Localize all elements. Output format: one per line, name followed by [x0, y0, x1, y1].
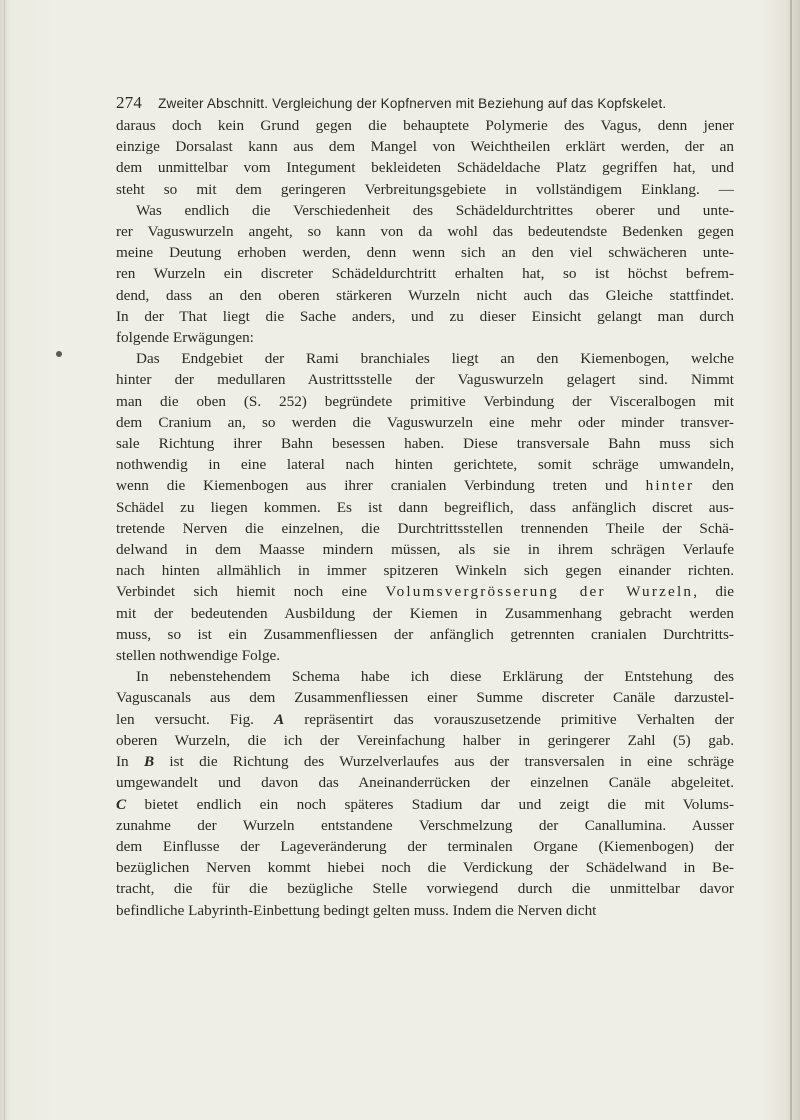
text-line: In nebenstehendem Schema habe ich diese Erklärung der Entstehung des — [136, 668, 734, 686]
figure-letter: C — [116, 795, 127, 813]
running-title: Zweiter Abschnitt. Vergleichung der Kopfnerven mit Beziehung auf das Kopfskelet. — [158, 96, 667, 111]
text-line: In der That liegt die Sache anders, und zu dieser Einsicht gelangt man durch — [116, 307, 734, 325]
text-line: Vaguscanals aus dem Zusammenfliessen einer Summe discreter Canäle darzustel- — [116, 689, 734, 707]
text-line: Schädel zu liegen kommen. Es ist dann begreiflich, dass anfänglich discret aus- — [116, 498, 734, 516]
figure-letter: A — [274, 710, 285, 728]
text-line: oberen Wurzeln, die ich der Vereinfachung halber in geringerer Zahl (5) gab. — [116, 731, 734, 749]
text-line: nach hinten allmählich in immer spitzeren Winkeln sich gegen einander richten. — [116, 562, 734, 580]
emphasis-spaced: hinter — [645, 477, 695, 495]
text-line: nothwendig in eine lateral nach hinten gerichtete, somit schräge umwandeln, — [116, 456, 734, 474]
emphasis-spaced: Volumsvergrösserung der Wurzeln — [385, 583, 694, 601]
margin-dot — [56, 351, 62, 357]
text-line: meine Deutung erhoben werden, denn wenn sich an den viel schwächeren unte- — [116, 244, 734, 262]
text-line: dem Cranium an, so werden die Vaguswurzeln eine mehr oder minder transver- — [116, 413, 734, 431]
text-line: len versucht. Fig. A repräsentirt das vorauszusetzende primitive Verhalten der — [116, 710, 735, 728]
text-line: Das Endgebiet der Rami branchiales liegt an den Kiemenbogen, welche — [136, 350, 734, 368]
page-edge-left — [4, 0, 5, 1120]
text-line: folgende Erwägungen: — [116, 329, 254, 347]
text-line: In B ist die Richtung des Wurzelverlaufes aus der transversalen in eine schräge — [116, 753, 735, 771]
figure-letter: B — [143, 753, 155, 771]
text-line: ren Wurzeln ein discreter Schädeldurchtritt erhalten hat, so ist höchst befrem- — [116, 265, 734, 283]
text-line: hinter der medullaren Austrittsstelle der Vaguswurzeln gelagert sind. Nimmt — [116, 371, 734, 389]
text-line: tretende Nerven die einzelnen, die Durchtrittsstellen trennenden Theile der Schä- — [116, 519, 734, 537]
text-line: dem unmittelbar vom Integument bekleideten Schädeldache Platz gegriffen hat, und — [116, 159, 734, 177]
text-line: stellen nothwendige Folge. — [116, 647, 281, 665]
text-line: einzige Dorsalast kann aus dem Mangel von Weichtheilen erklärt werden, der an — [116, 138, 734, 156]
body-text — [116, 115, 734, 921]
text-line: Was endlich die Verschiedenheit des Schädeldurchtrittes oberer und unte- — [136, 201, 734, 219]
text-line: Verbindet sich hiemit noch eine Volumsvergrösserung der Wurzeln, die — [116, 583, 734, 601]
text-line: sale Richtung ihrer Bahn besessen haben. Diese transversale Bahn muss sich — [116, 435, 734, 453]
text-line: muss, so ist ein Zusammenfliessen der anfänglich getrennten cranialen Durchtritts- — [116, 625, 734, 643]
page-edge-right — [790, 0, 792, 1120]
text-line: steht so mit dem geringeren Verbreitungsgebiete in vollständigem Einklang. — — [116, 180, 734, 198]
text-line: tracht, die für die bezügliche Stelle vorwiegend durch die unmittelbar davor — [116, 880, 734, 898]
text-line: wenn die Kiemenbogen aus ihrer cranialen Verbindung treten und hinter den — [116, 477, 734, 495]
running-header — [116, 93, 716, 113]
text-line: umgewandelt und davon das Aneinanderrücken der einzelnen Canäle abgeleitet. — [116, 774, 734, 792]
text-line: man die oben (S. 252) begründete primitive Verbindung der Visceralbogen mit — [116, 392, 734, 410]
text-line: daraus doch kein Grund gegen die behauptete Polymerie des Vagus, denn jener — [116, 117, 734, 134]
text-line: zunahme der Wurzeln entstandene Verschmelzung der Canallumina. Ausser — [116, 816, 734, 834]
text-line: mit der bedeutenden Ausbildung der Kiemen in Zusammenhang gebracht werden — [116, 604, 734, 622]
text-line: delwand in dem Maasse mindern müssen, als sie in ihrem schrägen Verlaufe — [116, 541, 734, 559]
text-line: dem Einflusse der Lageveränderung der terminalen Organe (Kiemenbogen) der — [116, 837, 734, 855]
page-number: 274 — [116, 93, 143, 112]
text-line: dend, dass an den oberen stärkeren Wurzeln nicht auch das Gleiche stattfindet. — [116, 286, 734, 304]
text-line: bezüglichen Nerven kommt hiebei noch die Verdickung der Schädelwand in Be- — [116, 859, 734, 877]
text-line: rer Vaguswurzeln angeht, so kann von da wohl das bedeutendste Bedenken gegen — [116, 223, 734, 241]
text-line: C bietet endlich ein noch späteres Stadium dar und zeigt die mit Volums- — [116, 795, 734, 813]
text-line: befindliche Labyrinth-Einbettung bedingt gelten muss. Indem die Nerven dicht — [116, 901, 597, 919]
